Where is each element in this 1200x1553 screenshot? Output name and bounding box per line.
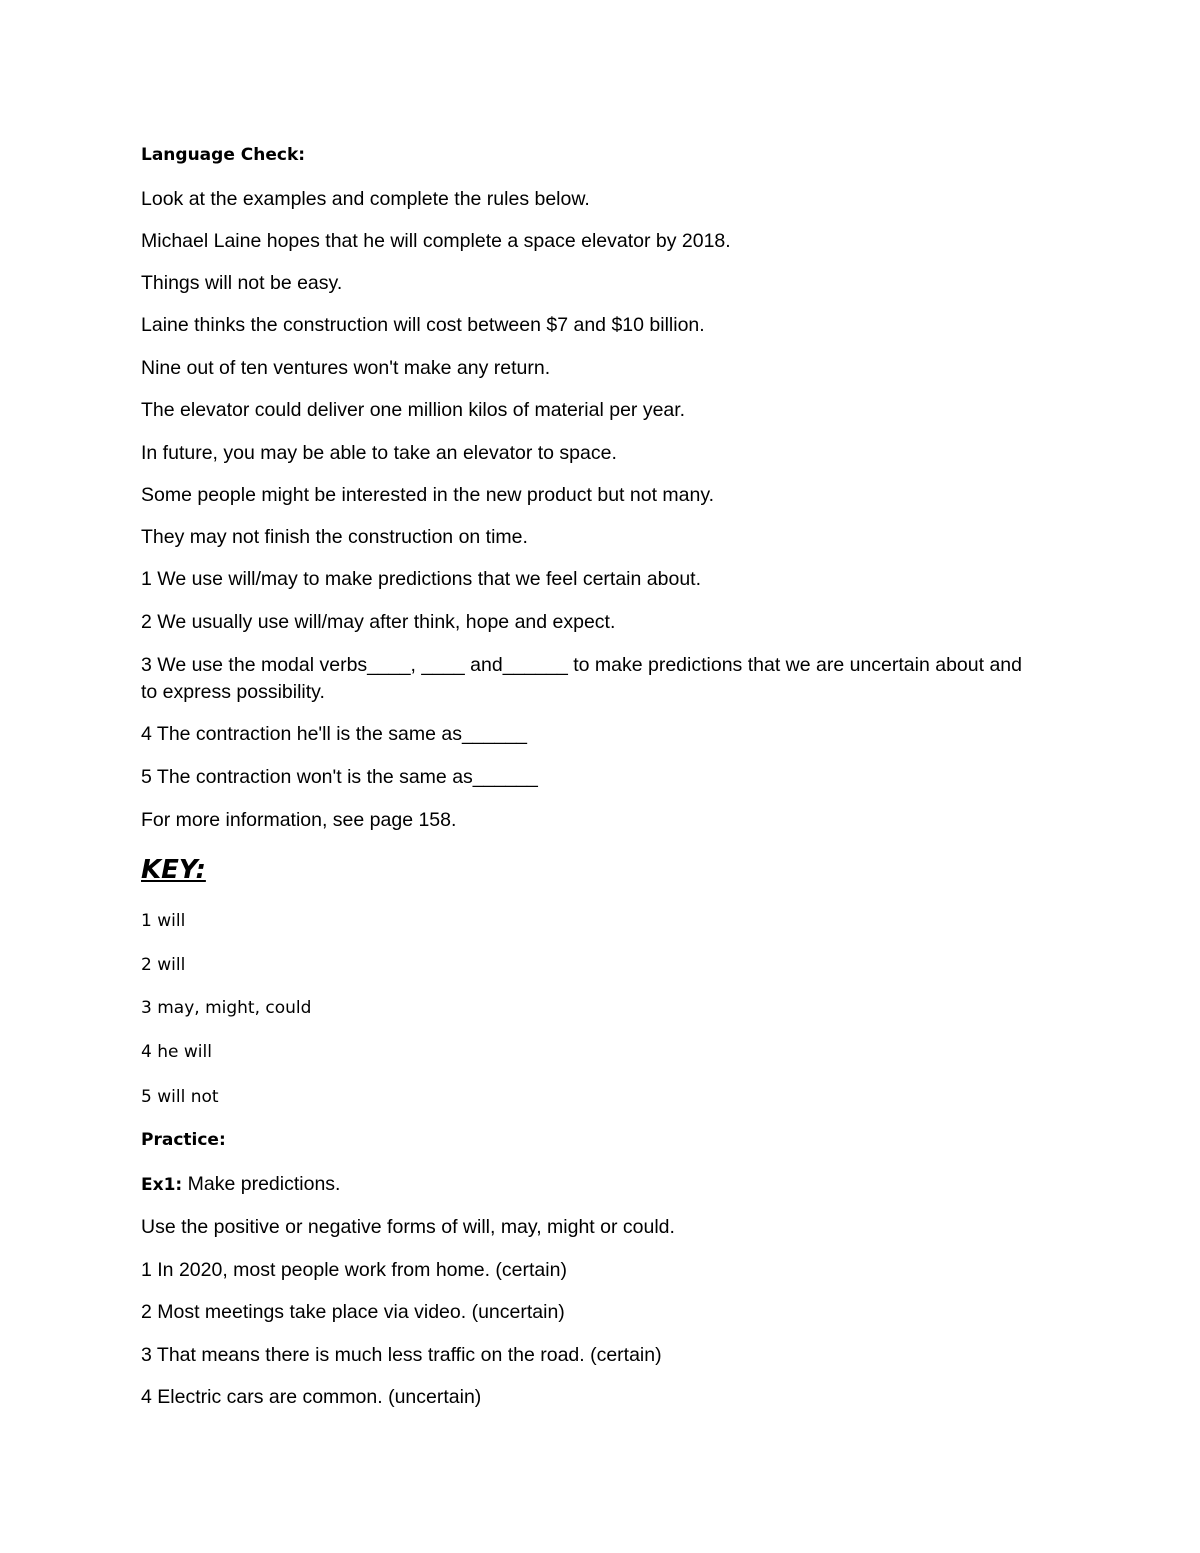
exercise-item: 2 Most meetings take place via video. (uncertain) (141, 1301, 565, 1323)
key-answer: 4 he will (141, 1042, 212, 1062)
rule-item: 3 We use the modal verbs____, ____ and______ to make predictions that we are uncertain about and to express possibility. (141, 654, 1022, 703)
language-check-heading: Language Check: (141, 145, 306, 165)
rule-item: 4 The contraction he'll is the same as______ (141, 723, 528, 745)
exercise-title-text: Make predictions. (182, 1173, 341, 1195)
key-answer: 2 will (141, 955, 186, 975)
example-sentence: Michael Laine hopes that he will complete a space elevator by 2018. (141, 230, 731, 252)
exercise-label: Ex1: (141, 1175, 183, 1195)
exercise-item: 4 Electric cars are common. (uncertain) (141, 1386, 482, 1408)
rule-item: 1 We use will/may to make predictions that we feel certain about. (141, 568, 701, 590)
exercise-item: 1 In 2020, most people work from home. (certain) (141, 1259, 567, 1281)
practice-heading: Practice: (141, 1130, 226, 1150)
more-info-text: For more information, see page 158. (141, 809, 457, 831)
instruction-text: Look at the examples and complete the rules below. (141, 188, 590, 210)
example-sentence: Things will not be easy. (141, 272, 343, 294)
example-sentence: The elevator could deliver one million kilos of material per year. (141, 399, 686, 421)
rule-item: 5 The contraction won't is the same as______ (141, 766, 538, 788)
example-sentence: In future, you may be able to take an elevator to space. (141, 442, 617, 464)
example-sentence: Some people might be interested in the new product but not many. (141, 484, 715, 506)
exercise-instruction: Use the positive or negative forms of will, may, might or could. (141, 1216, 675, 1238)
key-answer: 3 may, might, could (141, 998, 312, 1018)
example-sentence: Nine out of ten ventures won't make any return. (141, 357, 551, 379)
rule-item: 2 We usually use will/may after think, hope and expect. (141, 611, 616, 633)
key-heading: KEY: (141, 855, 206, 885)
example-sentence: Laine thinks the construction will cost between $7 and $10 billion. (141, 314, 705, 336)
key-answer: 5 will not (141, 1087, 219, 1107)
example-sentence: They may not finish the construction on time. (141, 526, 528, 548)
exercise-item: 3 That means there is much less traffic on the road. (certain) (141, 1344, 662, 1366)
exercise-title (141, 1172, 340, 1197)
key-answer: 1 will (141, 911, 186, 931)
